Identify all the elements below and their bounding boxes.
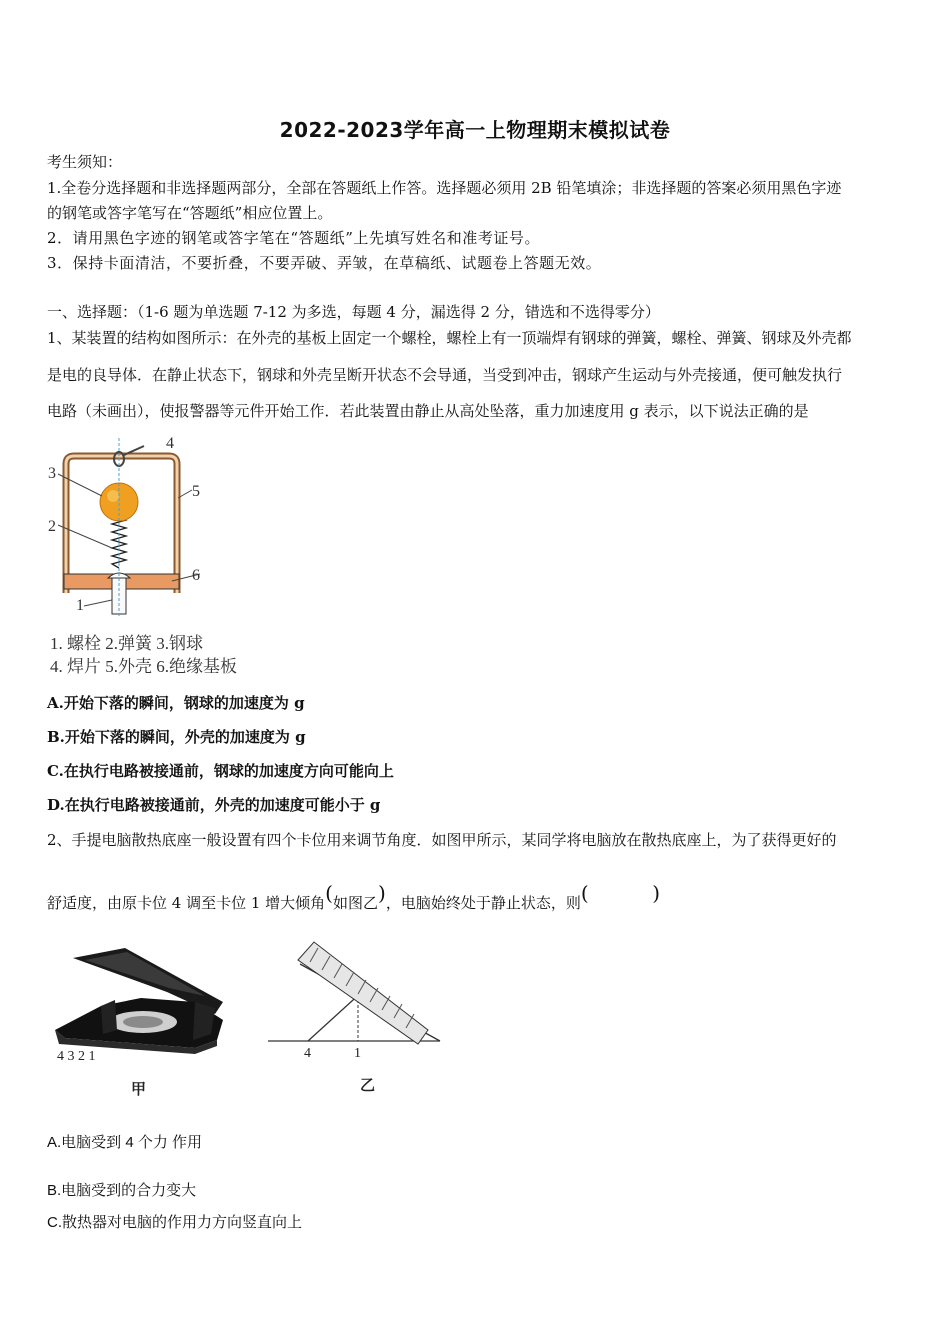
q1-legend-row-1: 1. 螺栓 2.弹簧 3.钢球	[50, 634, 203, 653]
q2-line-2	[47, 881, 661, 913]
notice-item-3: 3．保持卡面清洁，不要折叠，不要弄破、弄皱，在草稿纸、试题卷上答题无效。	[47, 254, 602, 272]
page-title: 2022-2023学年高一上物理期末模拟试卷	[279, 118, 671, 142]
q2-answer-paren: ( )	[580, 881, 661, 905]
q2-line-2a: 舒适度，由原卡位 4 调至卡位 1 增大倾角	[47, 894, 326, 912]
q1-device-figure	[40, 428, 240, 628]
q1-option-b: B.开始下落的瞬间，外壳的加速度为 g	[47, 728, 306, 746]
label-2: 2	[48, 518, 56, 535]
notice-item-1b: 的钢笔或答字笔写在“答题纸”相应位置上。	[47, 204, 333, 222]
label-6: 6	[192, 567, 200, 584]
label-5: 5	[192, 483, 200, 500]
q2-option-b: B.电脑受到的合力变大	[47, 1182, 197, 1199]
outer-shell	[66, 456, 177, 593]
yi-caption: 乙	[360, 1076, 376, 1094]
q2-line-2c: ，电脑始终处于静止状态，则	[385, 894, 581, 912]
q1-option-d: D.在执行电路被接通前，外壳的加速度可能小于 g	[47, 796, 381, 814]
q2-paren-open: (	[325, 881, 333, 905]
q2-option-a: A.电脑受到 4 个力 作用	[47, 1134, 203, 1151]
notice-heading: 考生须知：	[47, 153, 123, 171]
q1-legend-row-2: 4. 焊片 5.外壳 6.绝缘基板	[50, 657, 237, 676]
q1-line-1: 1、某装置的结构如图所示：在外壳的基板上固定一个螺栓，螺栓上有一顶端焊有钢球的弹簧，螺栓、弹簧、钢球及外壳都	[47, 329, 852, 347]
q2-line-1: 2、手提电脑散热底座一般设置有四个卡位用来调节角度．如图甲所示，某同学将电脑放在散热底座上，为了获得更好的	[47, 831, 837, 849]
label-4: 4	[166, 435, 174, 452]
label-1: 1	[76, 597, 84, 614]
q1-option-a: A.开始下落的瞬间，钢球的加速度为 g	[47, 694, 305, 712]
q2-figure-jia	[45, 940, 235, 1100]
q1-option-c: C.在执行电路被接通前，钢球的加速度方向可能向上	[47, 762, 394, 780]
section-heading: 一、选择题：（1-6 题为单选题 7-12 为多选，每题 4 分，漏选得 2 分，错选和不选得零分）	[47, 303, 660, 321]
q1-line-3: 电路（未画出），使报警器等元件开始工作．若此装置由静止从高处坠落，重力加速度用 g 表示，以下说法正确的是	[47, 402, 809, 420]
q2-option-c: C.散热器对电脑的作用力方向竖直向上	[47, 1214, 303, 1231]
q2-line-2b: 如图乙	[332, 894, 378, 912]
jia-slot-labels: 4 3 2 1	[57, 1049, 96, 1064]
yi-slot-4: 4	[304, 1046, 311, 1061]
q2-figure-yi	[268, 938, 448, 1098]
label-3: 3	[48, 465, 56, 482]
jia-caption: 甲	[131, 1080, 147, 1098]
q1-line-2: 是电的良导体．在静止状态下，钢球和外壳呈断开状态不会导通，当受到冲击，钢球产生运动与外壳接通，便可触发执行	[47, 366, 843, 384]
yi-slot-1: 1	[354, 1046, 361, 1061]
q2-paren-close: )	[378, 881, 386, 905]
notice-item-2: 2．请用黑色字迹的钢笔或答字笔在“答题纸”上先填写姓名和准考证号。	[47, 229, 541, 247]
notice-item-1a: 1.全卷分选择题和非选择题两部分，全部在答题纸上作答。选择题必须用 2B 铅笔填涂；非选择题的答案必须用黑色字迹	[47, 179, 842, 197]
